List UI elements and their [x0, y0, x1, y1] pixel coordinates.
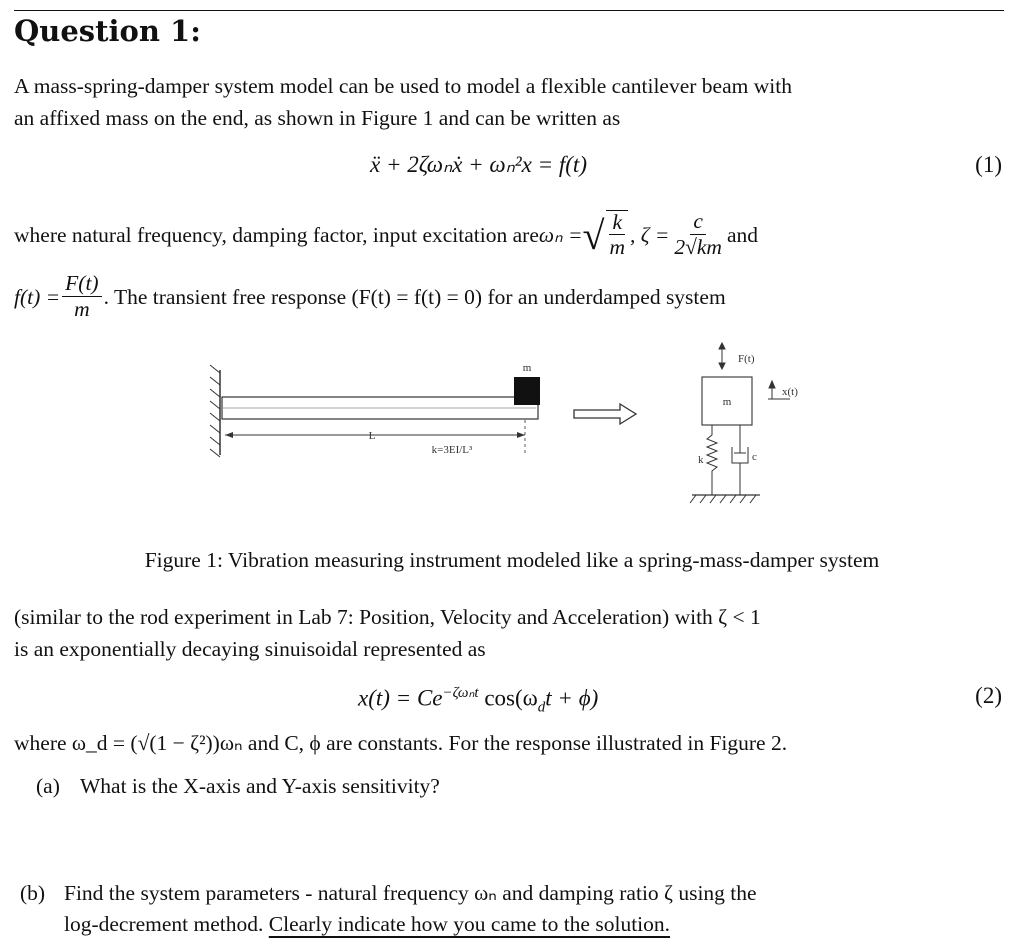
para3-line: where ω_d = (√(1 − ζ²))ωₙ and C, ϕ are constants. For the response illustrated in Figure 2. [14, 731, 788, 755]
top-rule [14, 10, 1004, 11]
part-b-label: (b) [20, 881, 46, 905]
equation-2-part-c: t + ϕ) [545, 685, 599, 711]
displacement-label: x(t) [782, 386, 798, 398]
beam-mass-label: m [522, 362, 532, 374]
m-denominator: m [609, 235, 625, 260]
stiffness-label: k=3EI/L³ [431, 444, 473, 456]
figure-1-diagram [0, 335, 1024, 515]
equation-2-part-a: x(t) = Ce [358, 685, 443, 711]
part-b-line-2-plain: log-decrement method. [64, 912, 269, 936]
sqrt-sign: √ [582, 212, 605, 258]
definitions-line [14, 200, 758, 270]
force-label: F(t) [738, 353, 755, 365]
damper-label: c [752, 451, 757, 463]
part-a-text: What is the X-axis and Y-axis sensitivity? [80, 774, 440, 798]
equation-2-part-b: cos(ω [478, 685, 538, 711]
wall-hatching [210, 365, 220, 457]
para2-line-2: is an exponentially decaying sinuisoidal represented as [14, 637, 486, 661]
omega-n-lhs: ωₙ = [538, 222, 583, 247]
ground-hatching [690, 495, 756, 503]
m2-denominator: m [74, 296, 90, 321]
equation-2-exponent: −ζωₙt [442, 685, 479, 701]
length-arrow-left [225, 432, 233, 438]
and-word: and [726, 222, 759, 247]
equation-1: ẍ + 2ζωₙẋ + ωₙ²x = f(t) [370, 152, 587, 177]
equation-1-number: (1) [975, 152, 1002, 177]
equivalence-arrow [574, 404, 636, 424]
spring-label: k [698, 454, 704, 466]
equation-2 [358, 683, 598, 716]
spring-mass-damper-diagram [690, 343, 790, 503]
definitions-lead: where natural frequency, damping factor, input excitation are [14, 222, 539, 247]
part-b-line-2 [64, 912, 670, 937]
part-b-line-2-underlined: Clearly indicate how you came to the solution. [268, 912, 671, 936]
cantilever-beam-diagram [210, 365, 538, 457]
forcing-line [14, 264, 726, 330]
k-numerator: k [609, 211, 625, 236]
c-numerator: c [690, 210, 706, 235]
intro-line-2: an affixed mass on the end, as shown in Figure 1 and can be written as [14, 106, 621, 130]
equation-2-subscript: d [537, 699, 546, 716]
intro-line-1: A mass-spring-damper system model can be used to model a flexible cantilever beam with [14, 74, 792, 98]
force-arrow-up [719, 343, 725, 349]
k-over-m-fraction [606, 210, 628, 260]
displacement-arrowhead [769, 381, 775, 388]
figure-1-caption: Figure 1: Vibration measuring instrument modeled like a spring-mass-damper system [144, 548, 880, 572]
f-lhs: f(t) = [14, 284, 61, 309]
spring [707, 425, 717, 495]
question-heading: Question 1: [14, 14, 201, 48]
part-a-label: (a) [36, 774, 60, 798]
para2-line-1: (similar to the rod experiment in Lab 7: Position, Velocity and Acceleration) with ζ < 1 [14, 605, 761, 629]
F-over-m-fraction [62, 272, 101, 321]
length-arrow-right [517, 432, 525, 438]
force-arrow-down [719, 363, 725, 369]
zeta-denominator: 2√km [674, 234, 722, 259]
beam-tip-mass [514, 377, 540, 405]
length-label: L [368, 430, 376, 442]
zeta-fraction [671, 210, 725, 259]
box-mass-label: m [722, 396, 732, 408]
zeta-lhs: , ζ = [630, 222, 670, 247]
equation-2-number: (2) [975, 683, 1002, 708]
forcing-tail: . The transient free response (F(t) = f(t) = 0) for an underdamped system [103, 284, 726, 309]
F-numerator: F(t) [62, 272, 101, 297]
part-b-line-1: Find the system parameters - natural frequency ωₙ and damping ratio ζ using the [64, 881, 757, 905]
